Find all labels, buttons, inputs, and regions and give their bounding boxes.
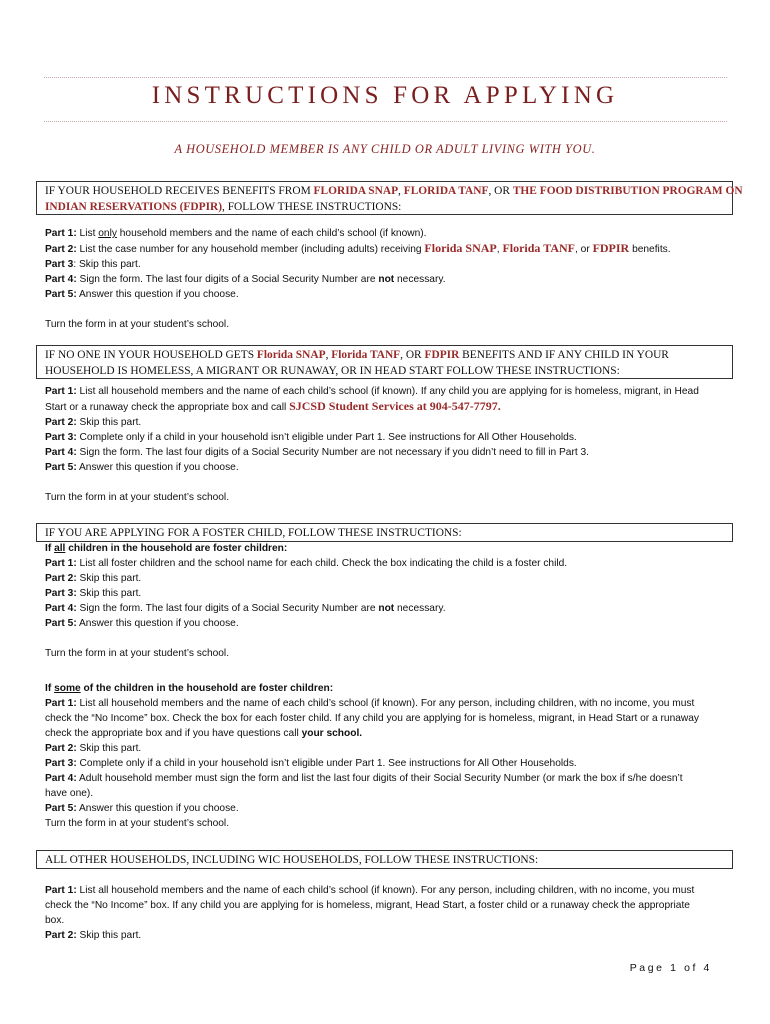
subheading-text: children in the household are foster children:	[65, 543, 288, 554]
instruction-text: Start or a runaway check the appropriate box and call	[45, 402, 290, 413]
instruction-text: : Skip this part.	[73, 259, 141, 270]
instruction-text: Skip this part.	[76, 930, 142, 941]
emphasis-text: not	[378, 603, 395, 614]
heading-text: ,	[398, 185, 404, 197]
instruction-part-5	[45, 287, 735, 302]
part-label: Part 2:	[45, 573, 77, 584]
program-name: FDPIR	[424, 349, 460, 361]
heading-line: ALL OTHER HOUSEHOLDS, INCLUDING WIC HOUSEHOLDS, FOLLOW THESE INSTRUCTIONS:	[45, 854, 539, 866]
instruction-text: Answer this question if you choose.	[76, 618, 239, 629]
part-label: Part 4:	[45, 773, 77, 784]
part-label: Part 1:	[45, 228, 77, 239]
turn-in-note: Turn the form in at your student’s school.	[45, 492, 230, 503]
part-label: Part 1:	[45, 386, 77, 397]
instruction-text: Skip this part.	[76, 417, 142, 428]
instruction-text: necessary.	[394, 603, 446, 614]
subheading-text: If	[45, 683, 55, 694]
program-name: Florida TANF	[502, 241, 575, 255]
section-snap-instructions	[45, 226, 735, 332]
program-name: INDIAN RESERVATIONS (FDPIR)	[45, 201, 223, 213]
part-label: Part 1:	[45, 558, 77, 569]
instruction-part-4	[45, 601, 735, 616]
heading-text: IF NO ONE IN YOUR HOUSEHOLD GETS	[45, 349, 257, 361]
instruction-part-4-continued: have one).	[45, 788, 94, 799]
subheading-text: of the children in the household are foster children:	[80, 683, 334, 694]
instruction-text: check the appropriate box and if you have questions call	[45, 728, 302, 739]
instruction-part-2	[45, 741, 735, 756]
turn-in-note: Turn the form in at your student’s school.	[45, 818, 230, 829]
heading-line	[45, 347, 724, 363]
part-label: Part 3:	[45, 432, 77, 443]
instruction-part-1	[45, 384, 735, 399]
instruction-part-2	[45, 415, 735, 430]
part-label: Part 4:	[45, 603, 77, 614]
all-foster-subheading	[45, 541, 735, 556]
section-other-instructions	[45, 883, 735, 943]
instruction-part-4	[45, 771, 735, 786]
instruction-text: Complete only if a child in your household isn’t eligible under Part 1. See instructions for All Other Households.	[76, 758, 577, 769]
page-number: Page 1 of 4	[629, 962, 712, 974]
part-label: Part 5:	[45, 289, 77, 300]
instruction-text: benefits.	[629, 244, 671, 255]
instruction-text: List all household members and the name of each child’s school (if known). For any person, including children, with no income, you must	[76, 885, 695, 896]
heading-text: , OR	[400, 349, 425, 361]
instruction-text: Skip this part.	[76, 573, 142, 584]
part-label: Part 2:	[45, 417, 77, 428]
instruction-part-3	[45, 257, 735, 272]
part-label: Part 5:	[45, 618, 77, 629]
section-foster-heading	[36, 523, 733, 542]
instruction-part-1	[45, 556, 735, 571]
instruction-text: Answer this question if you choose.	[76, 289, 239, 300]
part-label: Part 1:	[45, 698, 77, 709]
instruction-part-1-continued: check the “No Income” box. If any child you are applying for is homeless, migrant, Head Start, a foster child or a runaway check the appropriate	[45, 900, 690, 911]
instruction-text: necessary.	[394, 274, 446, 285]
instruction-part-2	[45, 571, 735, 586]
instruction-text: Adult household member must sign the form and list the last four digits of their Social Security Number (or mark the box if s/he doesn’t	[76, 773, 683, 784]
program-name: FLORIDA SNAP	[313, 185, 399, 197]
instruction-text: List	[76, 228, 99, 239]
instruction-part-2	[45, 241, 735, 257]
instruction-part-1	[45, 226, 735, 241]
turn-in-note: Turn the form in at your student’s school.	[45, 319, 230, 330]
subheading-text: If	[45, 543, 55, 554]
heading-line: HOUSEHOLD IS HOMELESS, A MIGRANT OR RUNAWAY, OR IN HEAD START FOLLOW THESE INSTRUCTIONS:	[45, 365, 620, 377]
household-definition: A HOUSEHOLD MEMBER IS ANY CHILD OR ADULT LIVING WITH YOU.	[174, 142, 596, 156]
part-label: Part 5:	[45, 462, 77, 473]
instruction-text: List all household members and the name of each child’s school (if known). If any child you are applying for is homeless, migrant, in Head	[76, 386, 699, 397]
emphasis-text: not	[378, 274, 395, 285]
instruction-part-3	[45, 756, 735, 771]
program-name: FLORIDA TANF	[403, 185, 489, 197]
instruction-text: , or	[575, 244, 593, 255]
instruction-text: List all household members and the name of each child’s school (if known). For any person, including children, with no income, you must	[76, 698, 695, 709]
instruction-text: Answer this question if you choose.	[76, 462, 239, 473]
program-name: Florida TANF	[331, 349, 401, 361]
instruction-part-5	[45, 801, 735, 816]
instruction-text: ,	[496, 244, 503, 255]
part-label: Part 5:	[45, 803, 77, 814]
instruction-text: List the case number for any household member (including adults) receiving	[76, 244, 425, 255]
title-divider	[44, 121, 727, 122]
instruction-part-1-continued	[45, 726, 735, 741]
instruction-part-1-continued: box.	[45, 915, 65, 926]
turn-in-note: Turn the form in at your student’s school.	[45, 648, 230, 659]
section-foster-some-instructions	[45, 681, 735, 831]
heading-line	[45, 183, 743, 199]
instruction-part-4	[45, 445, 735, 460]
instruction-part-1-continued: check the “No Income” box. Check the box for each foster child. If any child you are applying for is homeless, migrant, in Head Start or a runaway	[45, 713, 700, 724]
heading-line	[45, 199, 724, 215]
instruction-part-1-continued	[45, 399, 735, 415]
instruction-text: Sign the form. The last four digits of a Social Security Number are not necessary if you didn’t need to fill in Part 3.	[76, 447, 589, 458]
program-name: Florida SNAP	[256, 349, 326, 361]
part-label: Part 2:	[45, 244, 77, 255]
heading-text: , OR	[488, 185, 513, 197]
student-services-phone: SJCSD Student Services at 904-547-7797.	[289, 399, 501, 413]
part-label: Part 3:	[45, 588, 77, 599]
instruction-part-1	[45, 883, 735, 898]
part-label: Part 3	[45, 259, 74, 270]
heading-text: ,	[325, 349, 332, 361]
part-label: Part 2:	[45, 743, 77, 754]
part-label: Part 1:	[45, 885, 77, 896]
part-label: Part 2:	[45, 930, 77, 941]
instruction-text: Answer this question if you choose.	[76, 803, 239, 814]
section-foster-all-instructions	[45, 541, 735, 661]
program-name: Florida SNAP	[424, 241, 497, 255]
instruction-part-3	[45, 586, 735, 601]
instruction-part-1	[45, 696, 735, 711]
heading-line: IF YOU ARE APPLYING FOR A FOSTER CHILD, FOLLOW THESE INSTRUCTIONS:	[45, 527, 462, 539]
program-name: THE FOOD DISTRIBUTION PROGRAM ON	[512, 185, 743, 197]
part-label: Part 4:	[45, 447, 77, 458]
program-name: FDPIR	[592, 241, 630, 255]
instruction-part-5	[45, 460, 735, 475]
top-divider	[44, 77, 727, 78]
section-snap-heading	[36, 181, 743, 215]
instruction-text: List all foster children and the school name for each child. Check the box indicating the child is a foster child.	[76, 558, 568, 569]
section-other-heading	[36, 850, 733, 869]
section-homeless-heading	[36, 345, 733, 379]
part-label: Part 3:	[45, 758, 77, 769]
emphasis-text: all	[54, 543, 66, 554]
part-label: Part 4:	[45, 274, 77, 285]
emphasis-text: your school.	[301, 728, 363, 739]
emphasis-text: only	[98, 228, 117, 239]
instruction-text: household members and the name of each child’s school (if known).	[116, 228, 427, 239]
instruction-part-4	[45, 272, 735, 287]
heading-text: , FOLLOW THESE INSTRUCTIONS:	[222, 201, 402, 213]
instruction-text: Sign the form. The last four digits of a Social Security Number are	[76, 603, 379, 614]
emphasis-text: some	[54, 683, 81, 694]
instruction-text: Complete only if a child in your household isn’t eligible under Part 1. See instructions for All Other Households.	[76, 432, 577, 443]
page-title: INSTRUCTIONS FOR APPLYING	[151, 82, 619, 109]
instruction-text: Skip this part.	[76, 588, 142, 599]
heading-text: IF YOUR HOUSEHOLD RECEIVES BENEFITS FROM	[45, 185, 314, 197]
heading-text: BENEFITS AND IF ANY CHILD IN YOUR	[459, 349, 669, 361]
section-homeless-instructions	[45, 384, 735, 505]
instruction-part-3	[45, 430, 735, 445]
instruction-part-2	[45, 928, 735, 943]
instruction-text: Skip this part.	[76, 743, 142, 754]
some-foster-subheading	[45, 681, 735, 696]
instruction-text: Sign the form. The last four digits of a Social Security Number are	[76, 274, 379, 285]
instruction-part-5	[45, 616, 735, 631]
